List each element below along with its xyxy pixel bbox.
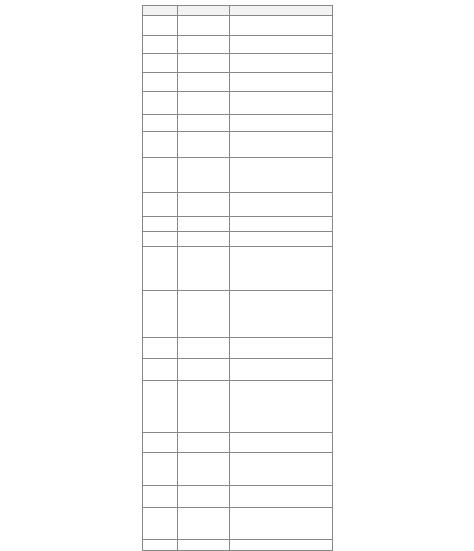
row-clinical-significance (230, 540, 333, 551)
table-row (143, 193, 333, 217)
row-parameter (143, 247, 178, 291)
row-clinical-significance (230, 508, 333, 540)
reference-table-page (142, 5, 332, 512)
row-clinical-significance (230, 291, 333, 338)
row-reference-range (178, 36, 230, 54)
row-clinical-significance (230, 381, 333, 433)
table-row (143, 247, 333, 291)
row-reference-range (178, 73, 230, 92)
row-parameter (143, 16, 178, 36)
row-reference-range (178, 453, 230, 486)
row-parameter (143, 453, 178, 486)
row-parameter (143, 92, 178, 115)
row-reference-range (178, 381, 230, 433)
table-row (143, 486, 333, 508)
table-row (143, 16, 333, 36)
row-parameter (143, 359, 178, 381)
table-body (143, 16, 333, 551)
row-parameter (143, 540, 178, 551)
table-row (143, 54, 333, 73)
row-parameter (143, 115, 178, 132)
row-reference-range (178, 338, 230, 359)
table-row (143, 217, 333, 232)
header-param (143, 6, 178, 16)
reference-table (142, 5, 333, 551)
row-parameter (143, 232, 178, 247)
table-row (143, 36, 333, 54)
row-parameter (143, 36, 178, 54)
row-parameter (143, 73, 178, 92)
row-reference-range (178, 486, 230, 508)
row-clinical-significance (230, 453, 333, 486)
row-parameter (143, 338, 178, 359)
row-parameter (143, 54, 178, 73)
row-clinical-significance (230, 217, 333, 232)
row-reference-range (178, 132, 230, 158)
row-reference-range (178, 247, 230, 291)
row-reference-range (178, 359, 230, 381)
row-clinical-significance (230, 115, 333, 132)
row-clinical-significance (230, 433, 333, 453)
table-row (143, 291, 333, 338)
header-ref (178, 6, 230, 16)
row-reference-range (178, 217, 230, 232)
table-row (143, 540, 333, 551)
table-row (143, 453, 333, 486)
row-reference-range (178, 16, 230, 36)
table-row (143, 115, 333, 132)
row-parameter (143, 193, 178, 217)
row-parameter (143, 486, 178, 508)
row-clinical-significance (230, 338, 333, 359)
row-reference-range (178, 193, 230, 217)
table-row (143, 433, 333, 453)
row-clinical-significance (230, 193, 333, 217)
row-parameter (143, 132, 178, 158)
row-clinical-significance (230, 359, 333, 381)
row-clinical-significance (230, 232, 333, 247)
row-reference-range (178, 508, 230, 540)
table-row (143, 73, 333, 92)
table-row (143, 508, 333, 540)
table-row (143, 338, 333, 359)
row-reference-range (178, 158, 230, 193)
row-reference-range (178, 54, 230, 73)
row-reference-range (178, 92, 230, 115)
row-parameter (143, 158, 178, 193)
row-clinical-significance (230, 16, 333, 36)
row-reference-range (178, 291, 230, 338)
header-row (143, 6, 333, 16)
table-row (143, 359, 333, 381)
row-clinical-significance (230, 36, 333, 54)
row-parameter (143, 217, 178, 232)
row-reference-range (178, 433, 230, 453)
row-parameter (143, 381, 178, 433)
row-reference-range (178, 232, 230, 247)
row-reference-range (178, 540, 230, 551)
row-clinical-significance (230, 132, 333, 158)
row-clinical-significance (230, 54, 333, 73)
table-row (143, 132, 333, 158)
row-reference-range (178, 115, 230, 132)
row-clinical-significance (230, 158, 333, 193)
row-clinical-significance (230, 247, 333, 291)
table-row (143, 381, 333, 433)
row-clinical-significance (230, 92, 333, 115)
table-row (143, 92, 333, 115)
header-sig (230, 6, 333, 16)
row-parameter (143, 291, 178, 338)
row-clinical-significance (230, 73, 333, 92)
row-clinical-significance (230, 486, 333, 508)
row-parameter (143, 508, 178, 540)
table-row (143, 232, 333, 247)
table-row (143, 158, 333, 193)
row-parameter (143, 433, 178, 453)
